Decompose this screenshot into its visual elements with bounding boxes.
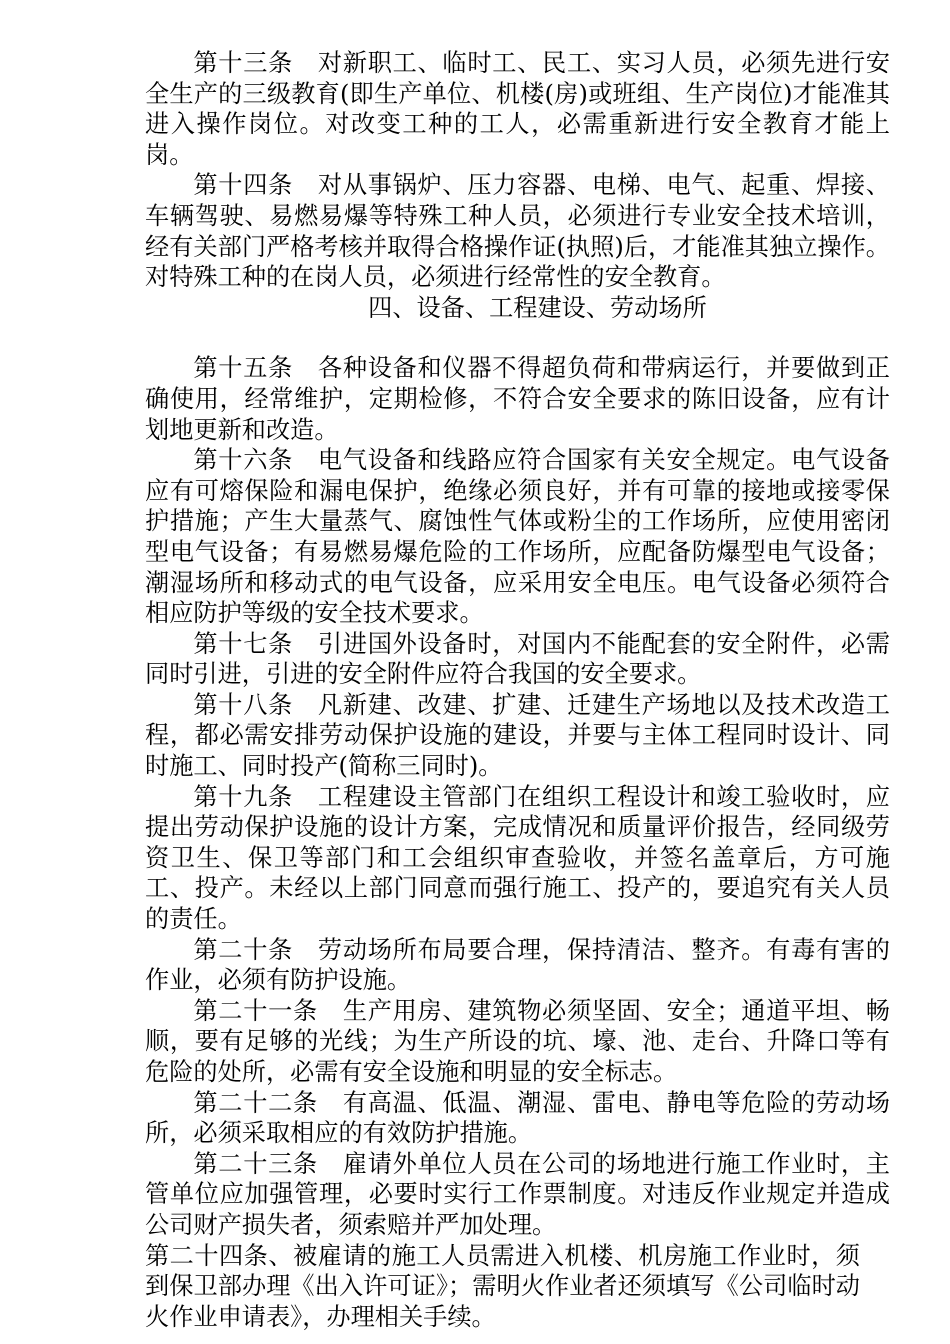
article-label: 第十九条 (193, 782, 294, 811)
article-label: 第十八条 (193, 690, 294, 719)
article-text: 被雇请的施工人员需进入机楼、机房施工作业时，须到保卫部办理《出入许可证》；需明火作业者还须填写《公司临时动火作业申请表》，办理相关手续。 (145, 1241, 860, 1331)
article-text: 工程建设主管部门在组织工程设计和竣工验收时，应提出劳动保护设施的设计方案，完成情况和质量评价报告，经同级劳资卫生、保卫等部门和工会组织审查验收，并签名盖章后，方可施工、投产。未经以上部门同意而强行施工、投产的，要追究有关人员的责任。 (145, 782, 890, 934)
article-label: 第十五条 (193, 354, 294, 383)
article-text: 劳动场所布局要合理，保持清洁、整齐。有毒有害的作业，必须有防护设施。 (145, 935, 890, 995)
article-15 (145, 353, 890, 445)
article-text: 对从事锅炉、压力容器、电梯、电气、起重、焊接、车辆驾驶、易燃易爆等特殊工种人员，必须进行专业安全技术培训，经有关部门严格考核并取得合格操作证(执照)后，才能准其独立操作。对特殊工种的在岗人员，必须进行经常性的安全教育。 (145, 171, 890, 292)
article-text: 有高温、低温、潮湿、雷电、静电等危险的劳动场所，必须采取相应的有效防护措施。 (145, 1088, 890, 1148)
article-16 (145, 445, 890, 629)
article-text: 对新职工、临时工、民工、实习人员，必须先进行安全生产的三级教育(即生产单位、机楼(房)或班组、生产岗位)才能准其进入操作岗位。对改变工种的工人，必需重新进行安全教育才能上岗。 (145, 49, 890, 169)
article-text: 雇请外单位人员在公司的场地进行施工作业时，主管单位应加强管理，必要时实行工作票制度。对违反作业规定并造成公司财产损失者，须索赔并严加处理。 (145, 1149, 890, 1239)
article-18 (145, 690, 890, 782)
section-heading: 四、设备、工程建设、劳动场所 (368, 293, 707, 322)
article-14 (145, 170, 890, 292)
article-label: 第十四条 (193, 171, 294, 200)
article-label: 第二十二条 (193, 1088, 318, 1117)
article-17 (145, 629, 890, 690)
article-label: 第二十四条、 (145, 1241, 294, 1270)
document-page (145, 48, 890, 1332)
article-label: 第二十条 (193, 935, 294, 964)
article-label: 第十七条 (193, 629, 294, 658)
article-24 (145, 1241, 890, 1333)
article-21 (145, 996, 890, 1088)
article-label: 第二十一条 (193, 996, 318, 1025)
article-20 (145, 935, 890, 996)
article-text: 各种设备和仪器不得超负荷和带病运行，并要做到正确使用，经常维护，定期检修，不符合安全要求的陈旧设备，应有计划地更新和改造。 (145, 354, 890, 444)
article-label: 第二十三条 (193, 1149, 318, 1178)
article-text: 凡新建、改建、扩建、迁建生产场地以及技术改造工程，都必需安排劳动保护设施的建设，并要与主体工程同时设计、同时施工、同时投产(简称三同时)。 (145, 690, 890, 781)
article-19 (145, 782, 890, 935)
article-13 (145, 48, 890, 170)
section-spacer (145, 323, 890, 353)
article-23 (145, 1149, 890, 1241)
article-label: 第十三条 (193, 49, 294, 77)
article-text: 引进国外设备时，对国内不能配套的安全附件，必需同时引进，引进的安全附件应符合我国的安全要求。 (145, 629, 890, 689)
article-label: 第十六条 (193, 446, 294, 475)
article-text: 电气设备和线路应符合国家有关安全规定。电气设备应有可熔保险和漏电保护，绝缘必须良好，并有可靠的接地或接零保护措施；产生大量蒸气、腐蚀性气体或粉尘的工作场所，应使用密闭型电气设备；有易燃易爆危险的工作场所，应配备防爆型电气设备；潮湿场所和移动式的电气设备，应采用安全电压。电气设备必须符合相应防护等级的安全技术要求。 (145, 446, 890, 628)
article-22 (145, 1088, 890, 1149)
article-text: 生产用房、建筑物必须坚固、安全；通道平坦、畅顺，要有足够的光线；为生产所设的坑、壕、池、走台、升降口等有危险的处所，必需有安全设施和明显的安全标志。 (145, 996, 890, 1086)
